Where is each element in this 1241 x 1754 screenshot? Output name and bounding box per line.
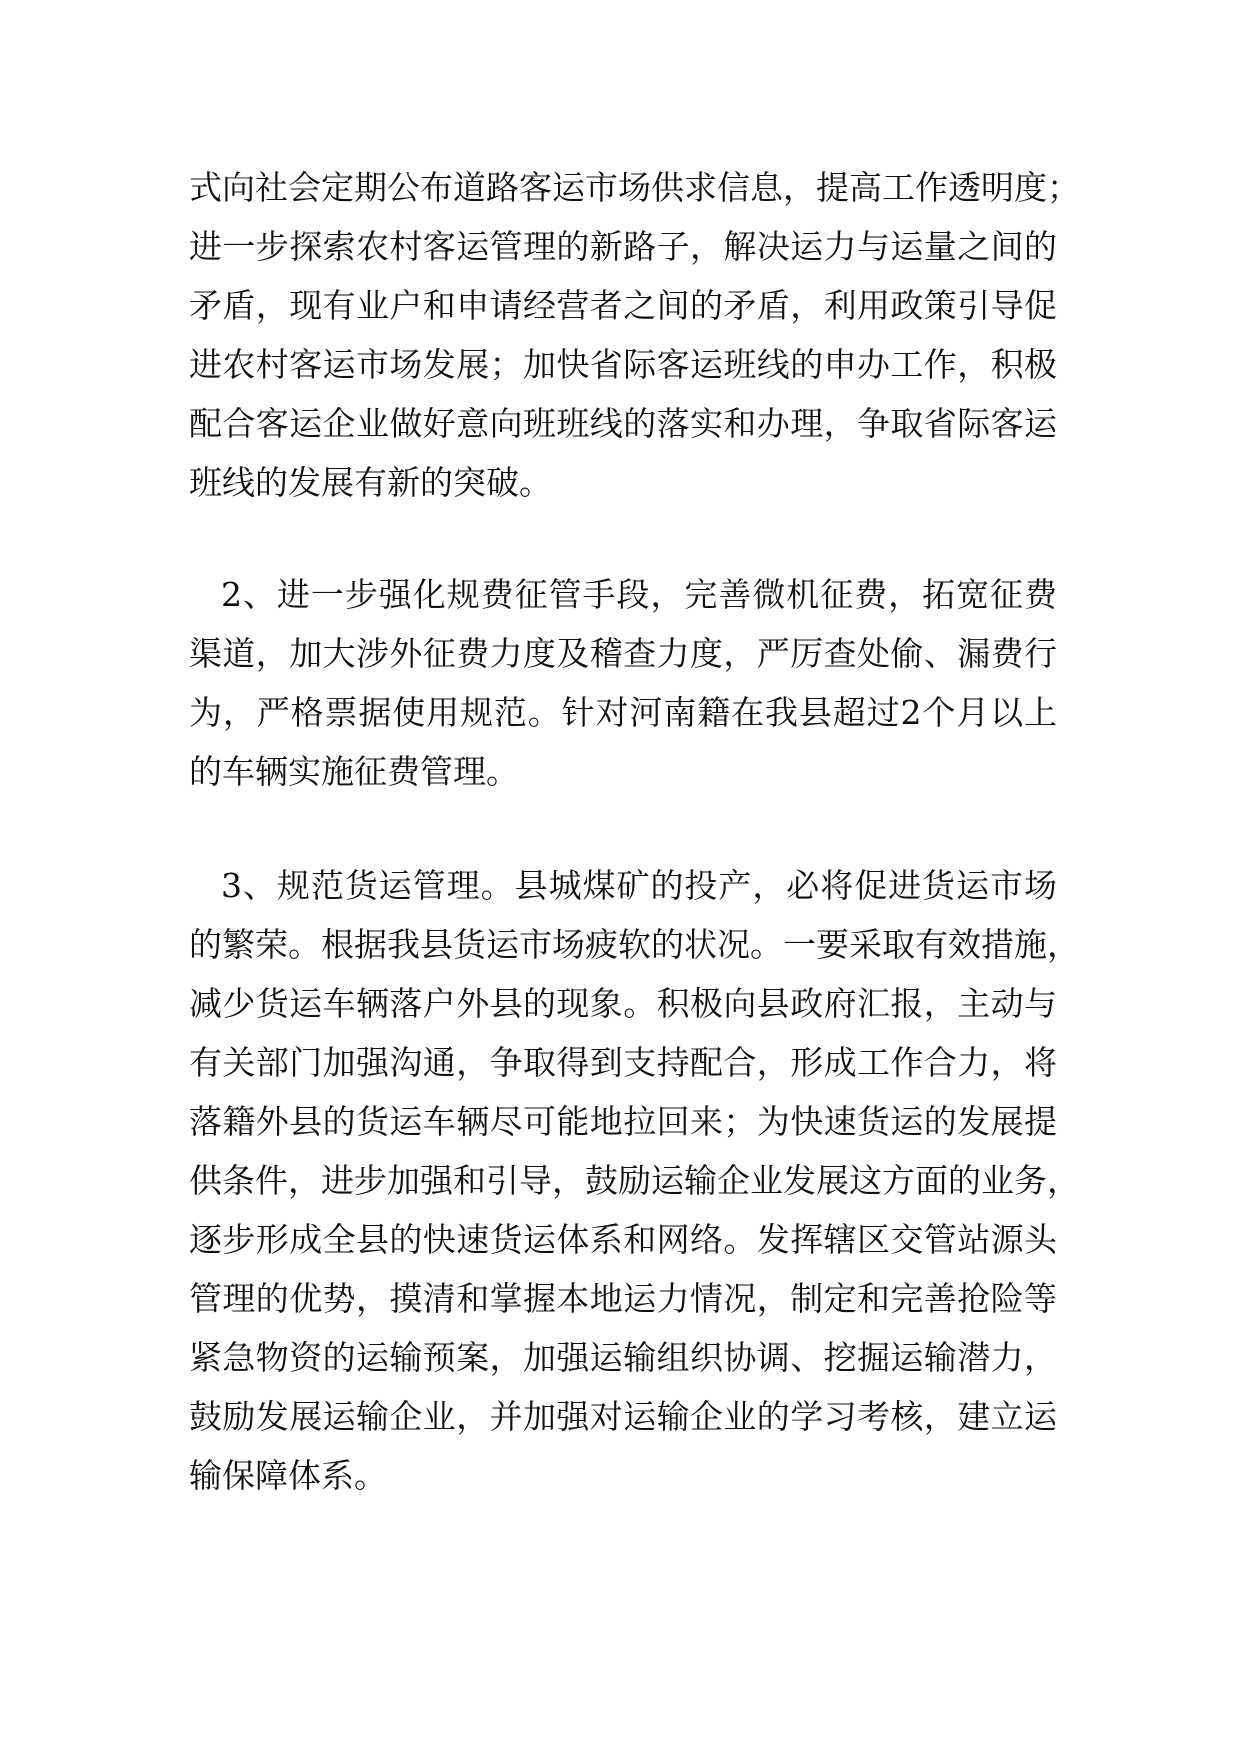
paragraph-fee-collection	[189, 565, 1057, 801]
text-line: 进一步探索农村客运管理的新路子，解决运力与运量之间的	[189, 227, 1057, 266]
text-line: 班线的发展有新的突破。	[189, 463, 552, 502]
text-line: 输保障体系。	[189, 1456, 387, 1495]
text-line: 渠道，加大涉外征费力度及稽查力度，严厉查处偷、漏费行	[189, 634, 1057, 673]
text-line: 紧急物资的运输预案，加强运输组织协调、挖掘运输潜力，	[189, 1338, 1057, 1377]
text-line: 鼓励发展运输企业，并加强对运输企业的学习考核，建立运	[189, 1397, 1057, 1436]
text-line: 配合客运企业做好意向班班线的落实和办理，争取省际客运	[189, 404, 1057, 443]
text-line: 管理的优势，摸清和掌握本地运力情况，制定和完善抢险等	[189, 1279, 1057, 1318]
paragraph-passenger-transport	[189, 158, 1080, 512]
text-line: 式向社会定期公布道路客运市场供求信息，提高工作透明度；	[189, 168, 1080, 207]
text-line: 矛盾，现有业户和申请经营者之间的矛盾，利用政策引导促	[189, 286, 1057, 325]
text-line: 减少货运车辆落户外县的现象。积极向县政府汇报，主动与	[189, 984, 1057, 1023]
text-line: 落籍外县的货运车辆尽可能地拉回来；为快速货运的发展提	[189, 1102, 1057, 1141]
text-line: 2、进一步强化规费征管手段，完善微机征费，拓宽征费	[221, 575, 1057, 614]
text-line: 逐步形成全县的快速货运体系和网络。发挥辖区交管站源头	[189, 1220, 1057, 1259]
text-line: 有关部门加强沟通，争取得到支持配合，形成工作合力，将	[189, 1043, 1057, 1082]
text-line: 的繁荣。根据我县货运市场疲软的状况。一要采取有效措施，	[189, 925, 1080, 964]
text-line: 供条件，进步加强和引导，鼓励运输企业发展这方面的业务，	[189, 1161, 1080, 1200]
text-line: 为，严格票据使用规范。针对河南籍在我县超过2个月以上	[189, 693, 1057, 732]
text-line: 进农村客运市场发展；加快省际客运班线的申办工作，积极	[189, 345, 1057, 384]
text-line: 3、规范货运管理。县城煤矿的投产，必将促进货运市场	[221, 866, 1057, 905]
text-line: 的车辆实施征费管理。	[189, 752, 519, 791]
paragraph-freight-management	[189, 856, 1080, 1505]
